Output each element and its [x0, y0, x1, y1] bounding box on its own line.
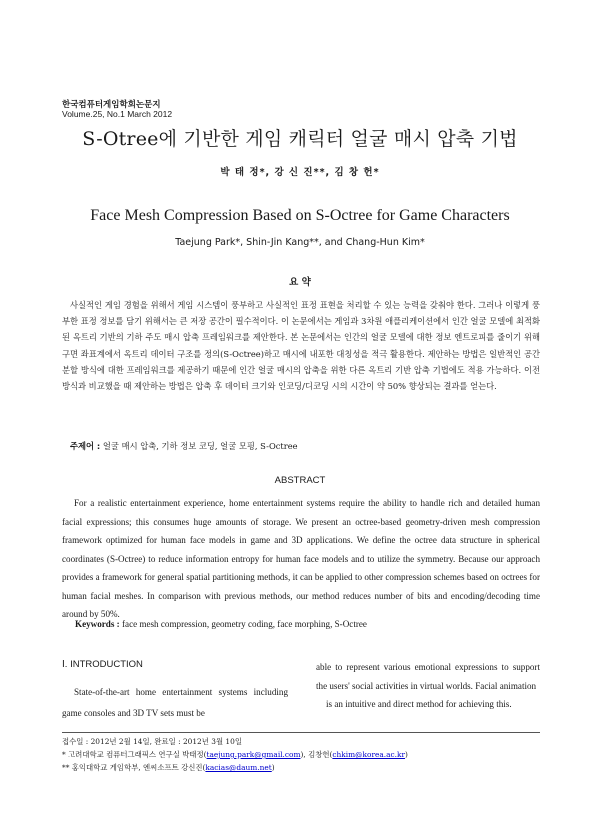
keywords-english-list: face mesh compression, geometry coding, face morphing, S-Octree: [122, 619, 367, 629]
abstract-english-body: For a realistic entertainment experience, home entertainment systems require the ability to handle rich and detailed human facial expressions; this consumes huge amounts of storage. We present an octree-based geometry-driven mesh compression framework optimized for human face models in game and 3D applications. We define the octree data structure in spherical coordinates (S-Octree) to reduce information entropy for human face models and to utilize the symmetry. Because our approach provides a framework for general spatial partitioning methods, it can be applied to other compression schemes based on octrees for human facial meshes. In comparison with previous methods, our method reduces number of bits and encoding/decoding time around by 50%.: [62, 498, 540, 619]
footnote-1-suffix: ): [405, 750, 408, 759]
footnote-affiliation-1: [62, 749, 408, 761]
keywords-korean-label: 주제어 :: [70, 441, 101, 451]
introduction-left-column: State-of-the-art home entertainment systems including game consoles and 3D TV sets must be: [62, 687, 288, 718]
journal-volume: Volume.25, No.1 March 2012: [62, 109, 173, 119]
title-english: Face Mesh Compression Based on S-Octree for Game Characters: [90, 207, 510, 224]
keywords-korean-list: 얼굴 매시 압축, 기하 정보 코딩, 얼굴 모핑, S-Octree: [102, 441, 298, 451]
title-korean: S-Otree에 기반한 게임 캐릭터 얼굴 매시 압축 기법: [82, 128, 518, 150]
introduction-right-text-2: is an intuitive and direct method for achieving this.: [326, 699, 512, 709]
footnote-divider: [62, 732, 540, 733]
introduction-right-text-1: able to represent various emotional expressions to support the users' social activities in virtual worlds. Facial animation: [316, 662, 540, 691]
abstract-korean-heading: 요 약: [289, 277, 311, 288]
email-link-kim[interactable]: chkim@korea.ac.kr: [332, 750, 406, 759]
journal-name: 한국컴퓨터게임학회논문지: [62, 100, 161, 110]
footnote-2-suffix: ): [271, 763, 275, 772]
keywords-english-label: Keywords :: [75, 619, 120, 629]
footnote-1-mid: ), 김창헌(: [300, 750, 333, 759]
footnote-2-prefix: ** 홍익대학교 게임학부, 엔씨소프트 강신진(: [62, 763, 206, 772]
section-heading-introduction: Ⅰ. INTRODUCTION: [62, 659, 143, 670]
keywords-korean: [70, 440, 298, 452]
authors-korean: 박 태 정*, 강 신 진**, 김 창 헌*: [220, 167, 380, 178]
email-link-park[interactable]: taejung.park@gmail.com: [206, 750, 301, 759]
email-link-kang[interactable]: kacias@daum.net: [205, 763, 272, 772]
abstract-english-heading: ABSTRACT: [274, 475, 326, 486]
footnote-received: 접수일 : 2012년 2월 14일, 완료일 : 2012년 3월 10일: [62, 737, 242, 746]
introduction-right-column: [316, 658, 540, 714]
abstract-korean-body: 사실적인 게임 경험을 위해서 게임 시스템이 풍부하고 사실적인 표정 표현을 처리할 수 있는 능력을 갖춰야 한다. 그러나 이렇게 풍부한 표정 정보를 담기 위해서는 큰 저장 공간이 필수적이다. 이 논문에서는 게임과 3차원 애플리케이션에서 인간 얼굴 모델에 최적화된 옥트리 기반의 기하 주도 매시 압축 프레임워크를 제안한다. 본 논문에서는 인간의 얼굴 모델에 대한 정보 엔트로피를 줄이기 위해 구면 좌표계에서 옥트리 데이터 구조를 정의(S-Octree)하고 매시에 내포한 대칭성을 적극 활용한다. 제안하는 방법은 일반적인 공간 분할 방식에 대한 프레임워크를 제공하기 때문에 인간 얼굴 매시의 압축을 위한 다른 옥트리 기반 압축 기법에도 적용 가능하다. 이전 방식과 비교했을 때 제안하는 방법은 압축 후 데이터 크기와 인코딩/디코딩 시의 시간이 약 50% 향상되는 결과를 얻는다.: [62, 300, 540, 392]
footnote-1-prefix: * 고려대학교 컴퓨터그래픽스 연구실 박태정(: [62, 750, 207, 759]
keywords-english: [75, 619, 367, 629]
authors-english: Taejung Park*, Shin-Jin Kang**, and Chang-Hun Kim*: [175, 237, 425, 248]
footnote-affiliation-2: [62, 762, 275, 774]
